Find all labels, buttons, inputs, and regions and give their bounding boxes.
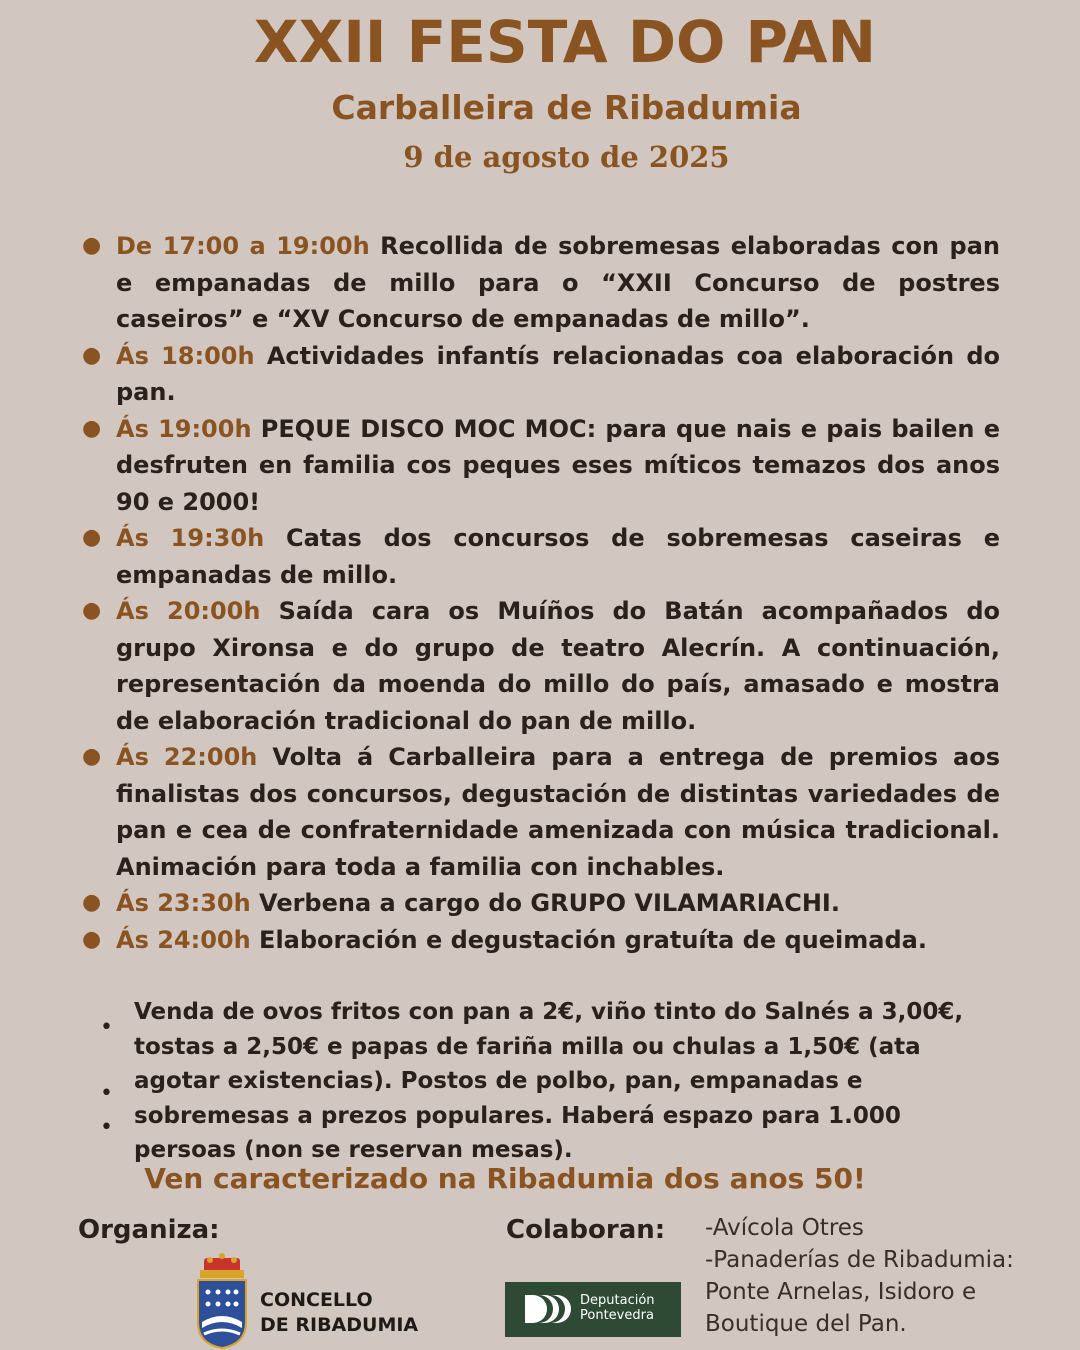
schedule-item bbox=[80, 338, 1000, 411]
concello-line2: DE RIBADUMIA bbox=[260, 1314, 419, 1336]
schedule-time: Ás 20:00h bbox=[116, 597, 261, 625]
concello-name bbox=[260, 1288, 418, 1338]
sponsor-item: -Avícola Otres bbox=[705, 1215, 864, 1241]
schedule-time: Ás 19:00h bbox=[116, 414, 252, 443]
schedule-time: Ás 19:30h bbox=[116, 524, 265, 552]
slogan: Ven caracterizado na Ribadumia dos anos 50! bbox=[144, 1162, 866, 1195]
schedule-text: Volta á Carballeira para a entrega de premios aos finalistas dos concursos, degustación de distintas variedades de pan e cea de confraternidade amenizada con música tradicional. Animación para toda a familia con inchables. bbox=[116, 743, 1000, 881]
schedule-text: Catas dos concursos de sobremesas caseiras e empanadas de millo. bbox=[116, 524, 1001, 589]
notes-text: Venda de ovos fritos con pan a 2€, viño tinto do Salnés a 3,00€, tostas a 2,50€ e papas de fariña milla ou chulas a 1,50€ (ata agotar existencias). Postos de polbo, pan, empanadas e sobremesas a prezos populares. Haberá espazo para 1.000 persoas (non se reservan mesas). bbox=[134, 999, 964, 1163]
sponsor-item: -Panaderías de Ribadumia: bbox=[705, 1247, 1014, 1273]
event-venue: Carballeira de Ribadumia bbox=[331, 88, 802, 127]
schedule-text: Recollida de sobremesas elaboradas con pan e empanadas de millo para o “XXII Concurso de postres caseiros” e “XV Concurso de empanadas de millo”. bbox=[116, 232, 1000, 333]
bullet-icon: ● bbox=[82, 342, 102, 368]
bullet-icon: • bbox=[100, 1115, 113, 1140]
schedule-text: PEQUE DISCO MOC MOC: para que nais e pais bailen e desfruten en familia cos peques eses míticos temazos dos anos 90 e 2000! bbox=[116, 414, 1000, 516]
organiza-label: Organiza: bbox=[78, 1215, 220, 1245]
bullet-icon: • bbox=[100, 1015, 113, 1040]
bullet-icon: ● bbox=[82, 525, 102, 550]
bullet-icon: ● bbox=[82, 233, 102, 258]
schedule-text: Saída cara os Muíños do Batán acompañados do grupo Xironsa e do grupo de teatro Alecrín. A continuación, representación da moenda do millo do país, amasado e mostra de elaboración tradicional do pan de millo. bbox=[116, 597, 1001, 735]
schedule-item bbox=[80, 593, 1000, 739]
concello-line1: CONCELLO bbox=[260, 1289, 373, 1311]
schedule-time: Ás 22:00h bbox=[116, 743, 258, 771]
deputacion-logo bbox=[505, 1282, 681, 1337]
concello-logo bbox=[190, 1252, 450, 1350]
deputacion-emblem-icon bbox=[523, 1291, 573, 1327]
schedule-time: Ás 18:00h bbox=[116, 341, 255, 370]
bullet-icon: ● bbox=[82, 890, 102, 915]
bullet-icon: ● bbox=[82, 744, 102, 769]
colaboran-label: Colaboran: bbox=[506, 1215, 666, 1245]
deputacion-line2: Pontevedra bbox=[580, 1308, 654, 1323]
schedule-item bbox=[80, 411, 1000, 521]
schedule-time: De 17:00 a 19:00h bbox=[116, 232, 370, 260]
sponsor-item: Boutique del Pan. bbox=[705, 1311, 907, 1337]
schedule-item bbox=[80, 739, 1000, 885]
schedule-time: Ás 23:30h bbox=[116, 889, 251, 917]
notes-section bbox=[100, 995, 990, 1168]
bullet-icon: • bbox=[100, 1081, 113, 1106]
schedule-list bbox=[80, 228, 1000, 958]
schedule-item bbox=[80, 520, 1000, 593]
schedule-item bbox=[80, 885, 1000, 922]
sponsor-item: Ponte Arnelas, Isidoro e bbox=[705, 1279, 977, 1305]
schedule-text: Verbena a cargo do GRUPO VILAMARIACHI. bbox=[250, 889, 840, 917]
schedule-time: Ás 24:00h bbox=[116, 925, 251, 954]
event-title: XXII FESTA DO PAN bbox=[253, 8, 877, 76]
deputacion-line1: Deputación bbox=[580, 1293, 655, 1308]
bullet-icon: ● bbox=[82, 598, 102, 623]
event-date: 9 de agosto de 2025 bbox=[403, 140, 730, 174]
bullet-icon: ● bbox=[82, 926, 102, 952]
sponsors-list bbox=[705, 1212, 1075, 1340]
schedule-text: Actividades infantís relacionadas coa elaboración do pan. bbox=[116, 341, 1000, 406]
crest-icon bbox=[190, 1252, 254, 1350]
schedule-text: Elaboración e degustación gratuíta de queimada. bbox=[250, 925, 927, 954]
schedule-item bbox=[80, 922, 1000, 959]
schedule-item bbox=[80, 228, 1000, 338]
deputacion-name bbox=[580, 1293, 655, 1323]
bullet-icon: ● bbox=[82, 415, 102, 441]
